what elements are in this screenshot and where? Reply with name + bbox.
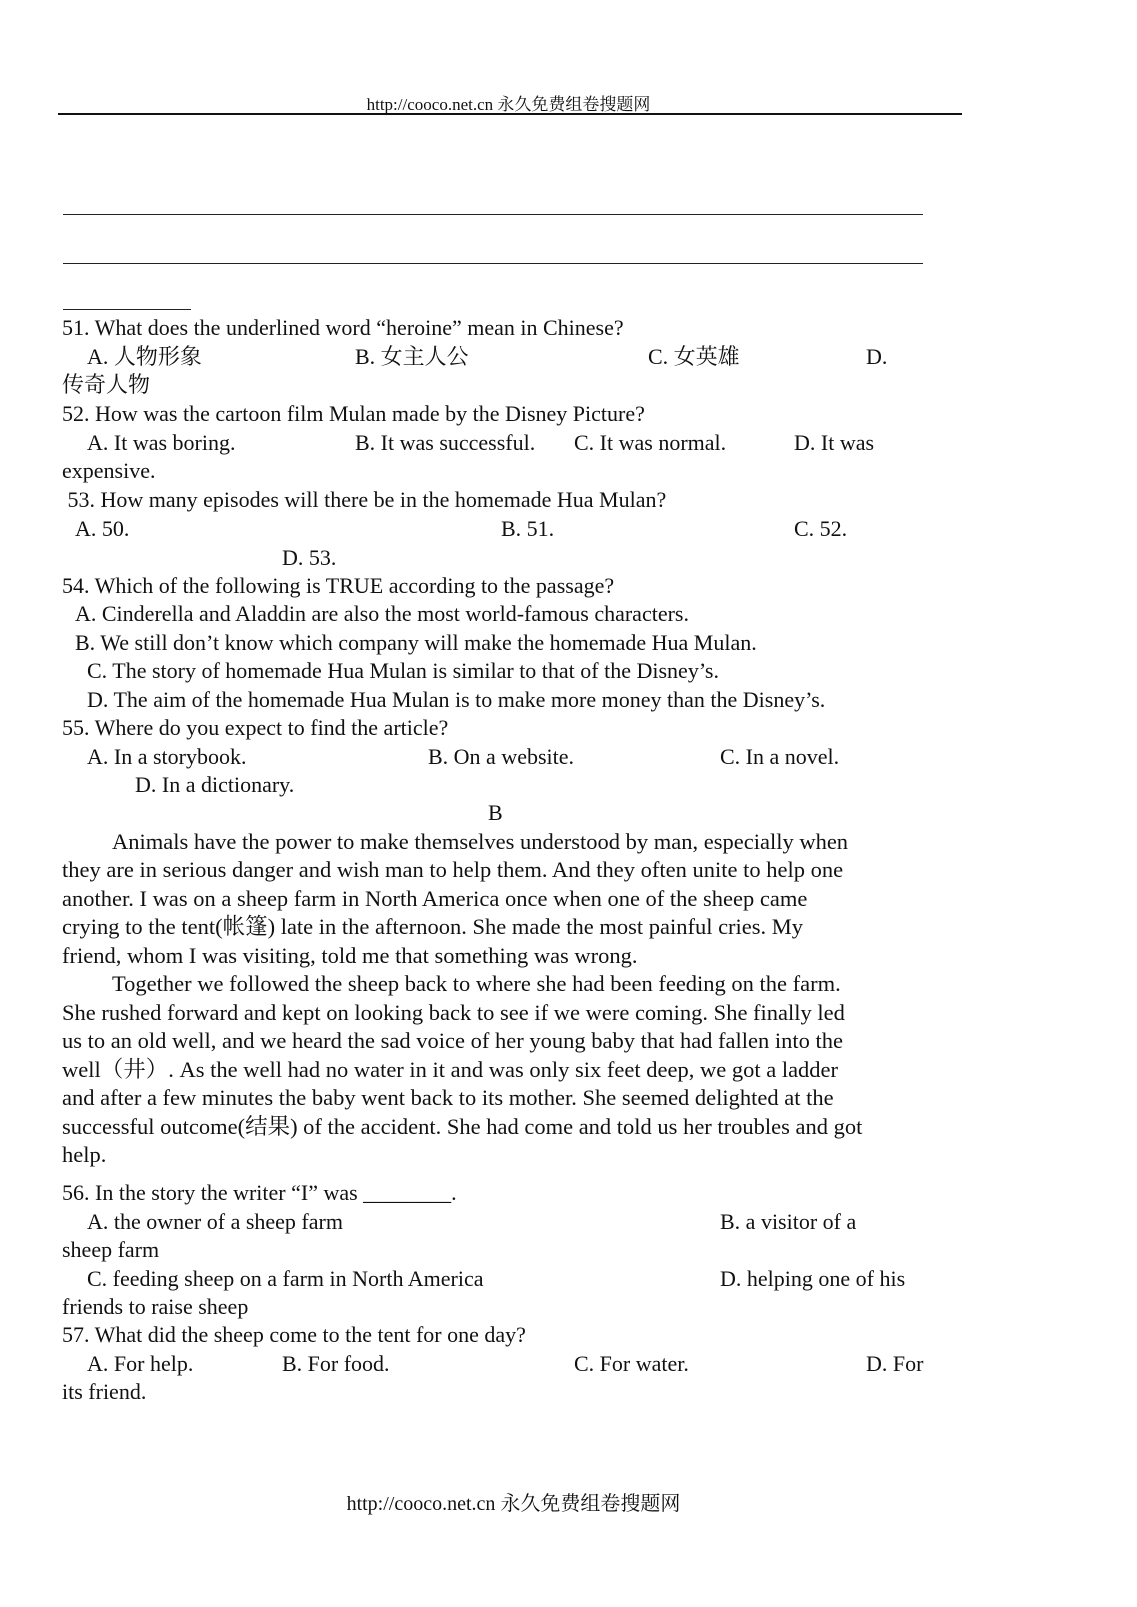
question-57-option-b: B. For food.: [282, 1351, 390, 1376]
answer-blank-line: [63, 263, 923, 264]
question-51-option-b: B. 女主人公: [355, 344, 469, 369]
question-52-option-c: C. It was normal.: [574, 430, 727, 455]
question-53-option-a: A. 50.: [75, 516, 130, 541]
passage-line: successful outcome(结果) of the accident. She had come and told us her troubles and got: [62, 1114, 863, 1139]
question-56-stem: 56. In the story the writer “I” was ________.: [62, 1180, 457, 1205]
question-53-option-d: D. 53.: [282, 545, 337, 570]
question-55-stem: 55. Where do you expect to find the article?: [62, 715, 449, 740]
question-52-option-a: A. It was boring.: [87, 430, 236, 455]
question-51-option-d-continued: 传奇人物: [62, 372, 151, 397]
question-53-option-b: B. 51.: [501, 516, 555, 541]
passage-line: well（井）. As the well had no water in it and was only six feet deep, we got a ladder: [62, 1057, 839, 1082]
question-51-option-c: C. 女英雄: [648, 344, 740, 369]
question-52-stem: 52. How was the cartoon film Mulan made by the Disney Picture?: [62, 401, 645, 426]
question-52-option-d: D. It was: [794, 430, 875, 455]
question-54-option-c: C. The story of homemade Hua Mulan is similar to that of the Disney’s.: [87, 658, 719, 683]
page-header: http://cooco.net.cn 永久免费组卷搜题网: [366, 95, 651, 114]
passage-line: and after a few minutes the baby went back to its mother. She seemed delighted at the: [62, 1085, 834, 1110]
question-54-option-d: D. The aim of the homemade Hua Mulan is to make more money than the Disney’s.: [87, 687, 826, 712]
passage-line: another. I was on a sheep farm in North America once when one of the sheep came: [62, 886, 808, 911]
section-heading: B: [488, 800, 503, 825]
question-57-option-a: A. For help.: [87, 1351, 194, 1376]
question-56-option-d: D. helping one of his: [720, 1266, 906, 1291]
question-56-option-b-continued: sheep farm: [62, 1237, 160, 1262]
question-54-stem: 54. Which of the following is TRUE according to the passage?: [62, 573, 615, 598]
passage-line: us to an old well, and we heard the sad voice of her young baby that had fallen into the: [62, 1028, 844, 1053]
question-57-stem: 57. What did the sheep come to the tent for one day?: [62, 1322, 526, 1347]
question-56-option-a: A. the owner of a sheep farm: [87, 1209, 343, 1234]
question-51-option-d: D.: [866, 344, 888, 369]
question-52-option-d-continued: expensive.: [62, 458, 156, 483]
passage-line: help.: [62, 1142, 107, 1167]
question-51-stem: 51. What does the underlined word “heroine” mean in Chinese?: [62, 315, 624, 340]
question-57-option-c: C. For water.: [574, 1351, 689, 1376]
passage-line: Animals have the power to make themselves understood by man, especially when: [112, 829, 849, 854]
answer-blank-line: [63, 309, 191, 310]
question-56-option-c: C. feeding sheep on a farm in North America: [87, 1266, 484, 1291]
passage-line: Together we followed the sheep back to where she had been feeding on the farm.: [112, 971, 841, 996]
question-55-option-d: D. In a dictionary.: [135, 772, 295, 797]
passage-line: crying to the tent(帐篷) late in the afternoon. She made the most painful cries. My: [62, 914, 804, 939]
question-57-option-d: D. For: [866, 1351, 924, 1376]
page-footer: http://cooco.net.cn 永久免费组卷搜题网: [346, 1493, 681, 1515]
passage-line: She rushed forward and kept on looking back to see if we were coming. She finally led: [62, 1000, 845, 1025]
question-55-option-c: C. In a novel.: [720, 744, 840, 769]
question-52-option-b: B. It was successful.: [355, 430, 536, 455]
question-55-option-a: A. In a storybook.: [87, 744, 247, 769]
question-56-option-d-continued: friends to raise sheep: [62, 1294, 249, 1319]
header-rule: [58, 113, 962, 115]
question-53-stem: 53. How many episodes will there be in the homemade Hua Mulan?: [62, 487, 667, 512]
passage-line: they are in serious danger and wish man to help them. And they often unite to help one: [62, 857, 844, 882]
question-55-option-b: B. On a website.: [428, 744, 575, 769]
question-56-option-b: B. a visitor of a: [720, 1209, 857, 1234]
answer-blank-line: [63, 214, 923, 215]
question-54-option-b: B. We still don’t know which company will make the homemade Hua Mulan.: [75, 630, 757, 655]
question-53-option-c: C. 52.: [794, 516, 848, 541]
question-51-option-a: A. 人物形象: [87, 344, 202, 369]
question-54-option-a: A. Cinderella and Aladdin are also the most world-famous characters.: [75, 601, 689, 626]
question-57-option-d-continued: its friend.: [62, 1379, 147, 1404]
passage-line: friend, whom I was visiting, told me that something was wrong.: [62, 943, 638, 968]
